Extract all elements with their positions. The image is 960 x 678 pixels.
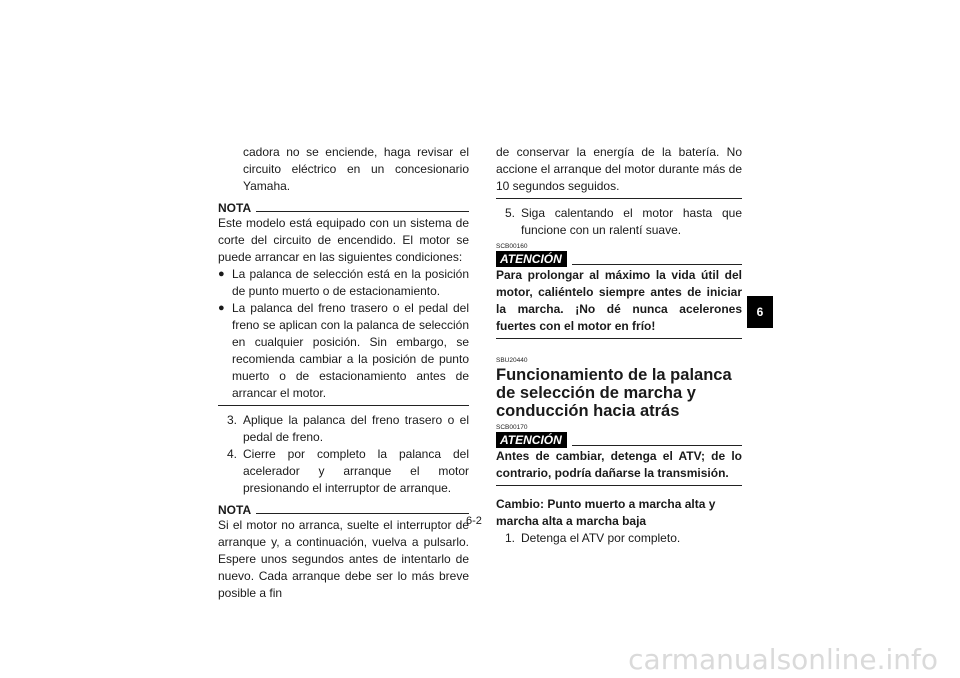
step-number: 5. [504,206,515,220]
step-number: 3. [226,413,237,427]
bullet-text: La palanca del freno trasero o el pedal del freno se aplican con la palanca de selección en cualquier posición. Sin embargo, se recomienda cambiar a la posición de punto muerto o de estacionamiento antes de arrancar el motor. [232,301,469,400]
nota-header [218,503,469,517]
caution-header [496,432,742,448]
section-title: Funcionamiento de la palanca de selección de marcha y conducción hacia atrás [496,366,732,420]
caution-end-rule [496,485,742,486]
step-number: 1. [504,531,515,545]
step-text: Aplique la palanca del freno trasero o el pedal de freno. [243,413,469,444]
bullet-icon: ● [218,268,225,280]
bullet-icon: ● [218,302,225,314]
step-text: Detenga el ATV por completo. [521,531,681,545]
step-item [218,412,469,446]
nota-text: Si el motor no arranca, suelte el interruptor de arranque y, a continuación, vuelva a pulsarlo. Espere unos segundos antes de intentarlo de nuevo. Cada arranque debe ser lo más breve posible a fin [218,518,469,600]
nota-label: NOTA [218,503,252,517]
bullet-item [218,266,469,300]
left-column [218,144,469,602]
caution-text: Para prolongar al máximo la vida útil del motor, caliéntelo siempre antes de iniciar la marcha. ¡No dé nunca acelerones fuertes con el motor en frío! [496,268,742,333]
reference-code: SCB00170 [496,424,528,431]
continued-text: cadora no se enciende, haga revisar el circuito eléctrico en un concesionario Yamaha. [243,145,469,193]
caution-rule [572,264,742,265]
step-item [496,530,742,547]
step-text: Cierre por completo la palanca del acelerador y arranque el motor presionando el interruptor de arranque. [243,447,469,495]
reference-code: SCB00160 [496,243,528,250]
caution-label: ATENCIÓN [496,432,567,448]
nota-rule [256,513,469,514]
caution-end-rule [496,338,742,339]
watermark: carmanualsonline.info [628,643,938,676]
bullet-text: La palanca de selección está en la posición de punto muerto o de estacionamiento. [232,267,469,298]
nota-end-rule [496,198,742,199]
continued-text: de conservar la energía de la batería. No accione el arranque del motor durante más de 10 segundos seguidos. [496,145,742,193]
chapter-tab: 6 [747,296,773,328]
nota-text: Este modelo está equipado con un sistema de corte del circuito de encendido. El motor se puede arrancar en las siguientes condiciones: [218,216,469,264]
step-number: 4. [226,447,237,461]
caution-text: Antes de cambiar, detenga el ATV; de lo contrario, podría dañarse la transmisión. [496,449,742,480]
reference-code: SBU20440 [496,357,528,364]
nota-label: NOTA [218,201,252,215]
nota-rule [256,211,469,212]
page-number: 6-2 [466,515,482,527]
step-item [496,205,742,239]
caution-header [496,251,742,267]
bullet-item [218,300,469,402]
step-text: Siga calentando el motor hasta que funcione con un ralentí suave. [521,206,742,237]
caution-rule [572,445,742,446]
nota-header [218,201,469,215]
step-item [218,446,469,497]
right-column [496,144,742,547]
subheading: Cambio: Punto muerto a marcha alta y marcha alta a marcha baja [496,497,716,528]
nota-end-rule [218,405,469,406]
caution-label: ATENCIÓN [496,251,567,267]
